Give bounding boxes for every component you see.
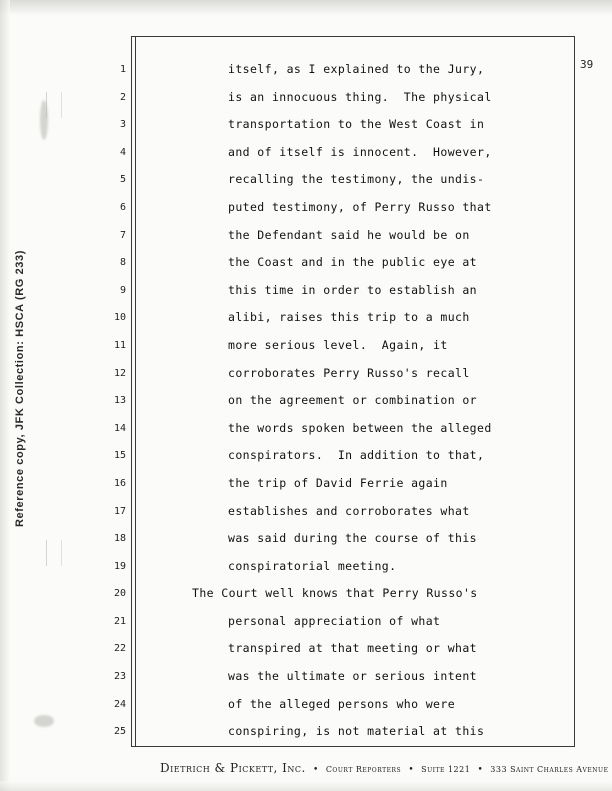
transcript-line: establishes and corroborates what <box>228 503 470 518</box>
transcript-line: was the ultimate or serious intent <box>228 669 478 684</box>
binding-mark <box>46 92 62 118</box>
transcript-line: on the agreement or combination or <box>228 393 478 408</box>
transcript-line: the Defendant said he would be on <box>228 227 470 242</box>
line-number: 18 <box>113 533 126 545</box>
scan-smudge <box>34 715 54 727</box>
transcript-line: more serious level. Again, it <box>228 337 448 352</box>
page-rule-left-outer <box>131 36 132 747</box>
line-number: 14 <box>113 422 126 434</box>
line-number: 21 <box>113 615 126 627</box>
transcript-line: this time in order to establish an <box>228 282 478 297</box>
line-number: 3 <box>119 119 126 131</box>
transcript-line: corroborates Perry Russo's recall <box>228 365 470 380</box>
line-number: 5 <box>119 174 126 186</box>
line-number-column <box>104 56 126 746</box>
transcript-line: and of itself is innocent. However, <box>228 144 492 159</box>
archive-side-stamp: Reference copy, JFK Collection: HSCA (RG 233) <box>14 250 26 527</box>
footer-separator: • <box>477 765 484 775</box>
line-number: 2 <box>119 91 126 103</box>
transcript-line: the words spoken between the alleged <box>228 420 492 435</box>
line-number: 6 <box>119 201 126 213</box>
transcript-line: puted testimony, of Perry Russo that <box>228 199 492 214</box>
line-number: 9 <box>119 284 126 296</box>
transcript-line: recalling the testimony, the undis- <box>228 172 485 187</box>
transcript-body <box>192 56 574 746</box>
reporter-firm-name: Dietrich & Pickett, Inc. <box>160 761 306 775</box>
reporter-address: 333 Saint Charles Avenue <box>490 765 609 774</box>
transcript-line: conspiratorial meeting. <box>228 558 397 573</box>
line-number: 13 <box>113 395 126 407</box>
page-border-bottom <box>131 746 575 747</box>
line-number: 24 <box>113 698 126 710</box>
transcript-line: of the alleged persons who were <box>228 696 456 711</box>
transcript-line: The Court well knows that Perry Russo's <box>192 586 478 601</box>
transcript-line: is an innocuous thing. The physical <box>228 89 492 104</box>
scan-edge-bottom <box>0 781 612 791</box>
reporter-suite: Suite 1221 <box>421 765 471 774</box>
binding-mark <box>46 540 62 566</box>
line-number: 23 <box>113 671 126 683</box>
transcript-line: the trip of David Ferrie again <box>228 475 448 490</box>
line-number: 12 <box>113 367 126 379</box>
page-border-top <box>131 36 575 37</box>
line-number: 22 <box>113 643 126 655</box>
transcript-line: conspiring, is not material at this <box>228 724 485 739</box>
footer-separator: • <box>313 765 319 775</box>
page-rule-right <box>574 36 575 747</box>
transcript-line: the Coast and in the public eye at <box>228 255 478 270</box>
line-number: 10 <box>113 312 126 324</box>
scan-edge-left <box>0 0 10 791</box>
line-number: 8 <box>119 257 126 269</box>
line-number: 7 <box>119 229 126 241</box>
transcript-line: was said during the course of this <box>228 531 478 546</box>
line-number: 17 <box>113 505 126 517</box>
transcript-line: personal appreciation of what <box>228 613 441 628</box>
transcript-line: alibi, raises this trip to a much <box>228 310 470 325</box>
transcript-line: itself, as I explained to the Jury, <box>228 62 485 76</box>
footer-separator: • <box>408 765 414 775</box>
line-number: 1 <box>119 64 126 75</box>
line-number: 20 <box>113 588 126 600</box>
scan-edge-top <box>0 0 612 14</box>
line-number: 4 <box>119 146 126 158</box>
transcript-line: conspirators. In addition to that, <box>228 448 485 463</box>
line-number: 11 <box>113 339 126 351</box>
page-rule-left-inner <box>135 36 136 747</box>
transcript-line: transportation to the West Coast in <box>228 117 485 132</box>
reporter-service: Court Reporters <box>325 765 402 774</box>
page-number: 39 <box>580 58 594 71</box>
line-number: 25 <box>113 726 126 738</box>
transcript-line: transpired at that meeting or what <box>228 641 478 656</box>
line-number: 16 <box>113 477 126 489</box>
reporter-imprint <box>160 761 609 775</box>
line-number: 19 <box>113 560 126 572</box>
line-number: 15 <box>113 450 126 462</box>
